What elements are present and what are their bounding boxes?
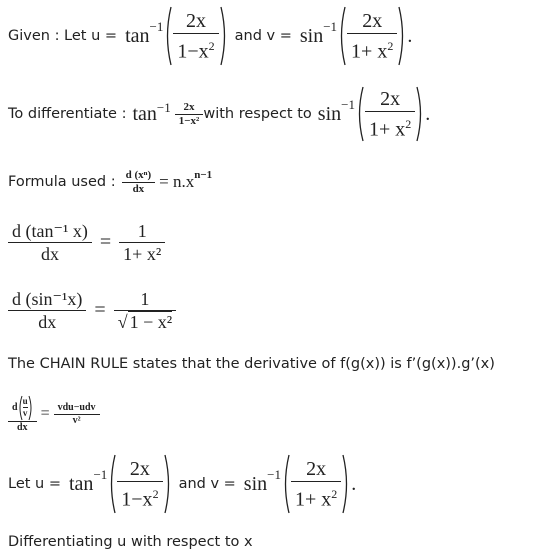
left-paren-icon bbox=[163, 5, 173, 67]
small-fraction bbox=[175, 101, 204, 128]
tan-derivative-rhs bbox=[119, 220, 165, 265]
formula-rhs-exponent: n−1 bbox=[194, 169, 213, 181]
equals-sign: = bbox=[99, 230, 112, 253]
u-numerator: 2x bbox=[129, 457, 150, 480]
v-fraction bbox=[365, 87, 415, 142]
right-paren-icon bbox=[341, 453, 351, 515]
tan-function: tan bbox=[132, 102, 157, 125]
quotient-rhs-numerator: vdu−udv bbox=[57, 401, 96, 413]
v-den-exp: 2 bbox=[331, 486, 338, 501]
quotient-lhs-denominator: dx bbox=[17, 421, 28, 433]
left-paren-icon bbox=[107, 453, 117, 515]
v-symbol: v bbox=[22, 408, 28, 418]
right-paren-icon bbox=[163, 453, 173, 515]
quotient-rhs-denominator: v² bbox=[72, 414, 81, 426]
and-v-label: and v = bbox=[234, 28, 292, 44]
differentiate-line bbox=[8, 84, 430, 144]
inverse-exponent: −1 bbox=[156, 100, 171, 115]
v-den-base: 1+ x bbox=[351, 40, 388, 63]
v-fraction bbox=[291, 457, 341, 512]
differentiate-prefix: To differentiate : bbox=[8, 106, 127, 122]
inverse-exponent: −1 bbox=[149, 19, 164, 34]
right-paren-icon bbox=[415, 85, 425, 143]
equals-sign: = bbox=[40, 405, 50, 422]
sin-derivative-lhs bbox=[8, 288, 86, 333]
inverse-exponent: −1 bbox=[267, 467, 281, 482]
tan-derivative-line bbox=[8, 212, 165, 272]
rhs-denominator bbox=[114, 311, 176, 333]
sin-function: sin bbox=[243, 472, 268, 495]
lhs-denominator: dx bbox=[38, 311, 57, 332]
v-denominator bbox=[347, 34, 397, 64]
inverse-exponent: −1 bbox=[341, 97, 355, 112]
and-v-label: and v = bbox=[178, 476, 236, 492]
formula-denominator: dx bbox=[132, 182, 145, 195]
u-numerator: 2x bbox=[185, 9, 206, 32]
d-symbol: d bbox=[12, 401, 18, 413]
given-line bbox=[8, 4, 412, 68]
v-fraction bbox=[347, 9, 397, 64]
quotient-lhs-numerator bbox=[8, 395, 37, 421]
u-denominator bbox=[173, 34, 218, 64]
tan-derivative-lhs bbox=[8, 220, 92, 265]
v-numerator: 2x bbox=[306, 457, 327, 480]
small-denominator: 1−x² bbox=[178, 114, 200, 127]
tan-function: tan bbox=[125, 24, 150, 47]
inverse-exponent: −1 bbox=[93, 467, 108, 482]
formula-fraction bbox=[122, 169, 156, 196]
right-paren-icon bbox=[28, 395, 33, 421]
right-paren-icon bbox=[397, 5, 407, 67]
rhs-numerator: 1 bbox=[137, 220, 147, 241]
differentiating-u-line bbox=[8, 532, 253, 552]
let-u-line bbox=[8, 452, 356, 516]
sin-function: sin bbox=[299, 24, 324, 47]
inverse-exponent: −1 bbox=[323, 19, 338, 34]
radicand: 1 − x² bbox=[129, 311, 173, 332]
rhs-numerator: 1 bbox=[140, 288, 150, 309]
u-fraction bbox=[117, 457, 162, 512]
lhs-numerator: d (sin⁻¹x) bbox=[12, 288, 83, 309]
u-fraction bbox=[173, 9, 218, 64]
chain-rule-line bbox=[8, 354, 495, 374]
v-den-base: 1+ x bbox=[294, 488, 332, 511]
u-symbol: u bbox=[22, 396, 28, 406]
lhs-denominator: dx bbox=[40, 243, 59, 264]
left-paren-icon bbox=[337, 5, 347, 67]
u-den-exp: 2 bbox=[208, 38, 215, 53]
u-den-exp: 2 bbox=[152, 486, 159, 501]
right-paren-icon bbox=[219, 5, 229, 67]
period: . bbox=[425, 102, 431, 125]
lhs-numerator: d (tan⁻¹ x) bbox=[12, 220, 88, 241]
u-den-base: 1−x bbox=[177, 40, 209, 63]
u-den-base: 1−x bbox=[121, 488, 153, 511]
left-paren-icon bbox=[355, 85, 365, 143]
v-numerator: 2x bbox=[362, 9, 383, 32]
given-prefix: Given : Let u = bbox=[8, 28, 118, 44]
differentiating-u-text: Differentiating u with respect to x bbox=[8, 534, 253, 550]
quotient-rule-line bbox=[8, 388, 100, 440]
small-numerator: 2x bbox=[183, 100, 195, 113]
quotient-rhs bbox=[54, 402, 100, 427]
v-den-exp: 2 bbox=[405, 116, 412, 131]
sin-function: sin bbox=[317, 102, 342, 125]
formula-numerator: d (xⁿ) bbox=[125, 168, 152, 181]
v-denominator bbox=[291, 482, 341, 512]
chain-rule-text: The CHAIN RULE states that the derivative of f(g(x)) is f’(g(x)).g’(x) bbox=[8, 356, 495, 372]
sin-derivative-line bbox=[8, 280, 176, 340]
formula-line bbox=[8, 160, 212, 204]
period: . bbox=[351, 472, 357, 495]
formula-rhs: = n.x bbox=[159, 172, 195, 191]
let-u-prefix: Let u = bbox=[8, 476, 61, 492]
with-respect-to-label: with respect to bbox=[203, 106, 312, 122]
tan-function: tan bbox=[69, 472, 94, 495]
formula-prefix: Formula used : bbox=[8, 174, 116, 190]
sin-derivative-rhs bbox=[114, 288, 176, 333]
v-den-exp: 2 bbox=[387, 38, 394, 53]
rhs-denominator: 1+ x² bbox=[123, 243, 162, 264]
left-paren-icon bbox=[281, 453, 291, 515]
square-root-icon: √ bbox=[117, 311, 128, 332]
equals-sign: = bbox=[94, 298, 106, 321]
v-denominator bbox=[365, 112, 415, 142]
u-denominator bbox=[117, 482, 162, 512]
v-numerator: 2x bbox=[380, 87, 401, 110]
period: . bbox=[407, 24, 413, 47]
v-den-base: 1+ x bbox=[368, 118, 406, 141]
quotient-lhs bbox=[8, 395, 37, 434]
